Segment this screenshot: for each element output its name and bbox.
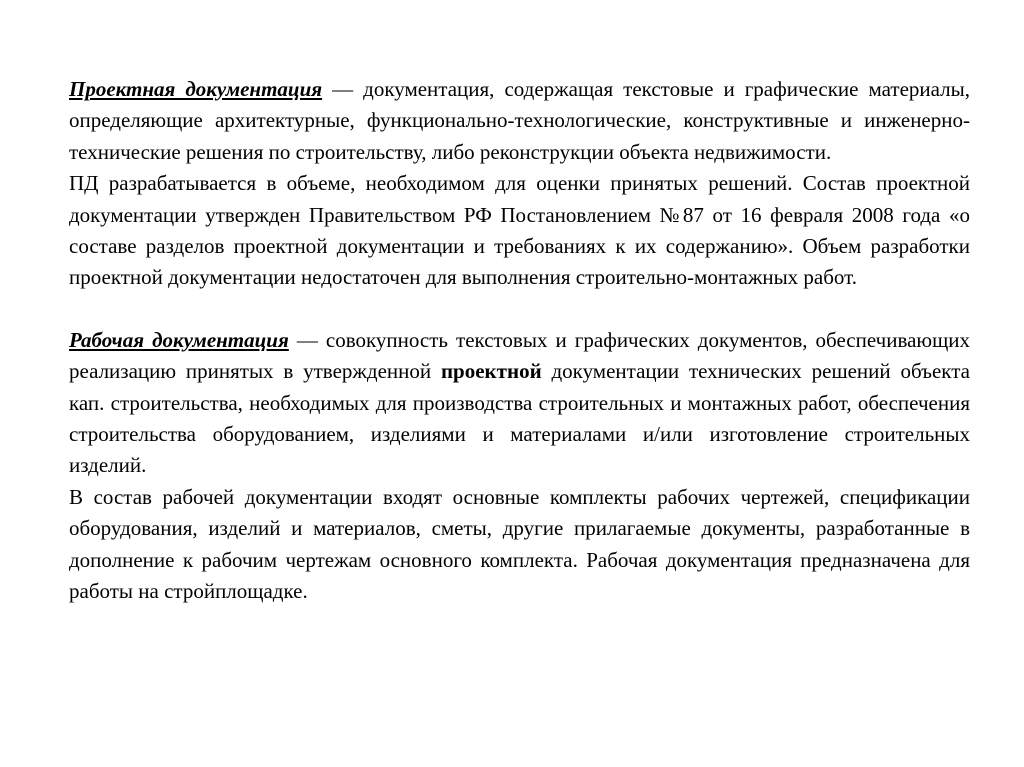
working-documentation-definition — [69, 325, 970, 482]
working-documentation-details: В состав рабочей документации входят основные комплекты рабочих чертежей, спецификации оборудования, изделий и материалов, сметы, другие прилагаемые документы, разработанные в дополнение к рабочим чертежам основного комплекта. Рабочая документация предназначена для работы на стройплощадке. — [69, 484, 970, 604]
project-documentation-definition-text: — документация, содержащая текстовые и графические материалы, определяющие архитектурные, функционально-технологические, конструктивные и инженерно-технические решения по строительству, либо реконструкции объекта недвижимости. — [69, 77, 970, 164]
project-documentation-term: Проектная документация — [69, 77, 323, 101]
slide-content — [69, 74, 970, 608]
section-spacer — [69, 294, 970, 325]
working-documentation-term: Рабочая документация — [69, 327, 289, 352]
project-documentation-details: ПД разрабатывается в объеме, необходимом для оценки принятых решений. Состав проектной документации утвержден Правительством РФ Постановлением №87 от 16 февраля 2008 года «о составе разделов проектной документации и требованиях к их содержанию». Объем разработки проектной документации недостаточен для выполнения строительно-монтажных работ. — [69, 171, 970, 290]
working-documentation-definition-text-2: документации технических решений объекта кап. строительства, необходимых для производства строительных и монтажных работ, обеспечения строительства оборудованием, изделиями и материалами и/или изготовление строительных изделий. — [69, 359, 970, 478]
working-documentation-definition-text-1: — совокупность текстовых и графических документов, обеспечивающих реализацию принятых в утвержденной — [69, 327, 970, 384]
working-documentation-bold-word: проектной — [440, 359, 542, 384]
project-documentation-definition — [69, 74, 970, 168]
